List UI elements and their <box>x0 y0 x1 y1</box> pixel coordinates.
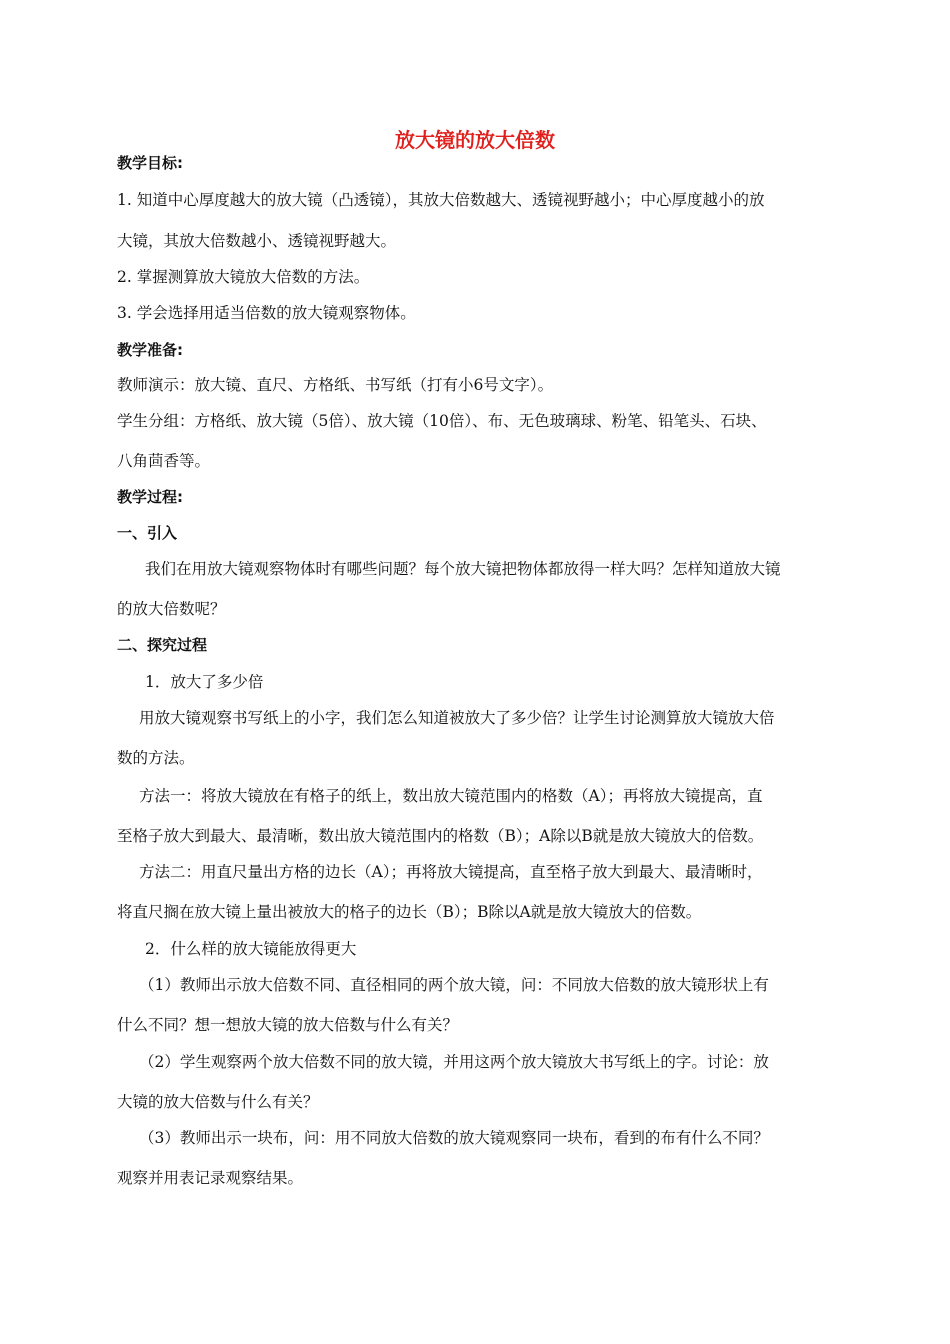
subsection-2-item-3-line-2: 观察并用表记录观察结果。 <box>117 1169 304 1187</box>
method-2-line-2: 将直尺搁在放大镜上量出被放大的格子的边长（B）；B除以A就是放大镜放大的倍数。 <box>117 903 702 921</box>
preparation-students-line-2: 八角茴香等。 <box>117 452 211 470</box>
method-1-line-2: 至格子放大到最大、最清晰，数出放大镜范围内的格数（B）；A除以B就是放大镜放大的倍数。 <box>117 827 764 845</box>
subsection-2-item-2-line-2: 大镜的放大倍数与什么有关？ <box>117 1093 319 1111</box>
preparation-heading: 教学准备: <box>117 341 183 359</box>
subsection-1-para-line-1: 用放大镜观察书写纸上的小字，我们怎么知道被放大了多少倍？让学生讨论测算放大镜放大倍 <box>139 709 775 727</box>
subsection-2-item-2-line-1: （2）学生观察两个放大倍数不同的放大镜，并用这两个放大镜放大书写纸上的字。讨论：放 <box>139 1053 769 1071</box>
objective-1-line-1: 1. 知道中心厚度越大的放大镜（凸透镜），其放大倍数越大、透镜视野越小；中心厚度越小的放 <box>117 191 765 209</box>
subsection-2-heading: 2．什么样的放大镜能放得更大 <box>145 940 357 958</box>
subsection-2-item-3-line-1: （3）教师出示一块布，问：用不同放大倍数的放大镜观察同一块布，看到的布有什么不同？ <box>139 1129 769 1147</box>
objectives-heading: 教学目标: <box>117 154 183 172</box>
objective-1-line-2: 大镜，其放大倍数越小、透镜视野越大。 <box>117 232 397 250</box>
objective-2: 2. 掌握测算放大镜放大倍数的方法。 <box>117 268 370 286</box>
subsection-1-heading: 1．放大了多少倍 <box>145 673 264 691</box>
method-2-line-1: 方法二：用直尺量出方格的边长（A）；再将放大镜提高，直至格子放大到最大、最清晰时， <box>139 863 763 881</box>
intro-paragraph-line-2: 的放大倍数呢？ <box>117 600 226 618</box>
method-1-line-1: 方法一：将放大镜放在有格子的纸上，数出放大镜范围内的格数（A）；再将放大镜提高，直 <box>139 787 763 805</box>
subsection-2-item-1-line-2: 什么不同？想一想放大镜的放大倍数与什么有关？ <box>117 1016 459 1034</box>
preparation-students-line-1: 学生分组：方格纸、放大镜（5倍）、放大镜（10倍）、布、无色玻璃球、粉笔、铅笔头、石块、 <box>117 412 767 430</box>
process-heading: 教学过程: <box>117 488 183 506</box>
intro-heading: 一、引入 <box>117 524 178 542</box>
explore-heading: 二、探究过程 <box>117 636 208 654</box>
subsection-1-para-line-2: 数的方法。 <box>117 749 195 767</box>
subsection-2-item-1-line-1: （1）教师出示放大倍数不同、直径相同的两个放大镜，问：不同放大倍数的放大镜形状上有 <box>139 976 769 994</box>
intro-paragraph-line-1: 我们在用放大镜观察物体时有哪些问题？每个放大镜把物体都放得一样大吗？怎样知道放大镜 <box>145 560 781 578</box>
preparation-teacher: 教师演示：放大镜、直尺、方格纸、书写纸（打有小6号文字）。 <box>117 376 554 394</box>
objective-3: 3. 学会选择用适当倍数的放大镜观察物体。 <box>117 304 416 322</box>
page-title: 放大镜的放大倍数 <box>395 128 555 152</box>
